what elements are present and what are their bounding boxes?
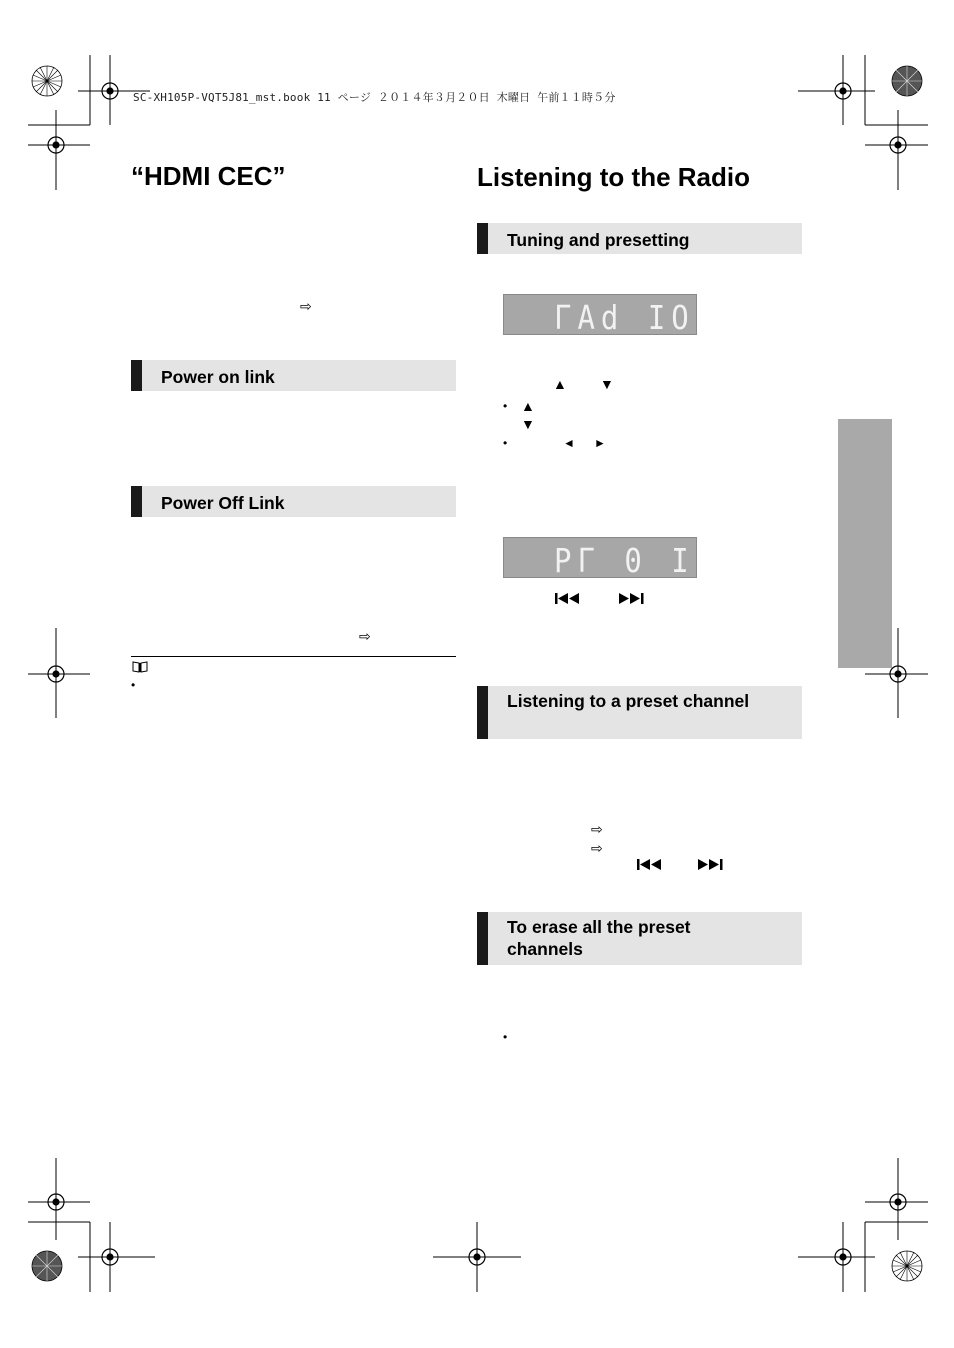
- left-arrow-icon: ◄: [563, 436, 575, 450]
- right-arrow-icon: ►: [594, 436, 606, 450]
- chapter-side-tab: [838, 419, 892, 668]
- skip-forward-icon: [618, 592, 644, 605]
- skip-back-icon: [637, 858, 663, 871]
- list-bullet: •: [503, 1030, 508, 1044]
- section-marker: [477, 912, 488, 965]
- up-arrow-icon: ▲: [553, 376, 567, 392]
- up-arrow-icon: ▲: [521, 398, 535, 414]
- book-icon: [132, 661, 148, 673]
- section-power-off-link: [131, 486, 456, 517]
- list-bullet: •: [503, 399, 508, 413]
- note-bullet: •: [131, 678, 136, 692]
- section-power-on-link: [131, 360, 456, 391]
- lcd-text: ГAd IO: [554, 298, 695, 338]
- section-tuning-presetting: [477, 223, 802, 254]
- section-label: Tuning and presetting: [507, 230, 690, 250]
- section-label: To erase all the preset channels: [507, 917, 691, 959]
- list-bullet: •: [503, 436, 508, 450]
- reference-arrow-icon: ⇨: [300, 298, 312, 314]
- print-header-filename: SC-XH105P-VQT5J81_mst.book 11 ページ ２０１４年３月２０日 木曜日 午前１１時５分: [133, 91, 616, 104]
- down-arrow-icon: ▼: [521, 416, 535, 432]
- hdmi-cec-title: “HDMI CEC”: [131, 161, 286, 191]
- lcd-text: PГ 0 I: [554, 541, 695, 581]
- down-arrow-icon: ▼: [600, 376, 614, 392]
- reference-arrow-icon: ⇨: [591, 840, 603, 856]
- section-marker: [477, 223, 488, 254]
- lcd-display-preset: [503, 537, 697, 581]
- section-erase-presets: [477, 912, 802, 965]
- skip-forward-icon: [697, 858, 723, 871]
- section-label: Power Off Link: [161, 493, 285, 513]
- note-divider: [131, 656, 456, 657]
- listening-radio-title: Listening to the Radio: [477, 162, 750, 192]
- section-marker: [477, 686, 488, 739]
- reference-arrow-icon: ⇨: [359, 628, 371, 644]
- section-marker: [131, 360, 142, 391]
- section-label: Power on link: [161, 367, 275, 387]
- section-marker: [131, 486, 142, 517]
- reference-arrow-icon: ⇨: [591, 821, 603, 837]
- skip-back-icon: [555, 592, 581, 605]
- section-label: Listening to a preset channel: [507, 691, 750, 711]
- section-listening-preset: [477, 686, 802, 739]
- lcd-display-radio: [503, 294, 697, 338]
